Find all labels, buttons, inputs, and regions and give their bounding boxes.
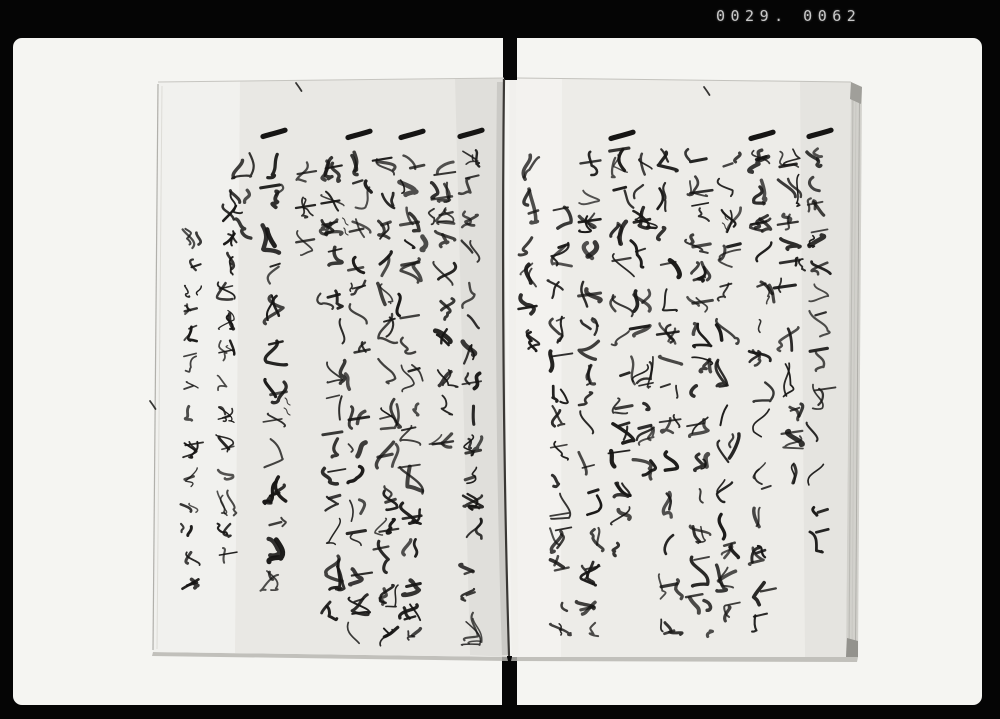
left-page-highlight bbox=[153, 81, 240, 653]
gutter-highlight bbox=[512, 80, 515, 655]
right-page bbox=[512, 78, 851, 657]
fore-edge-bottom-cap bbox=[846, 638, 858, 657]
frame-counter-text: 0029. 0062 bbox=[716, 7, 862, 25]
right-page-edge-shading bbox=[800, 82, 851, 657]
gutter-gap-bottom bbox=[502, 656, 517, 705]
gutter-gap-top bbox=[503, 38, 517, 80]
